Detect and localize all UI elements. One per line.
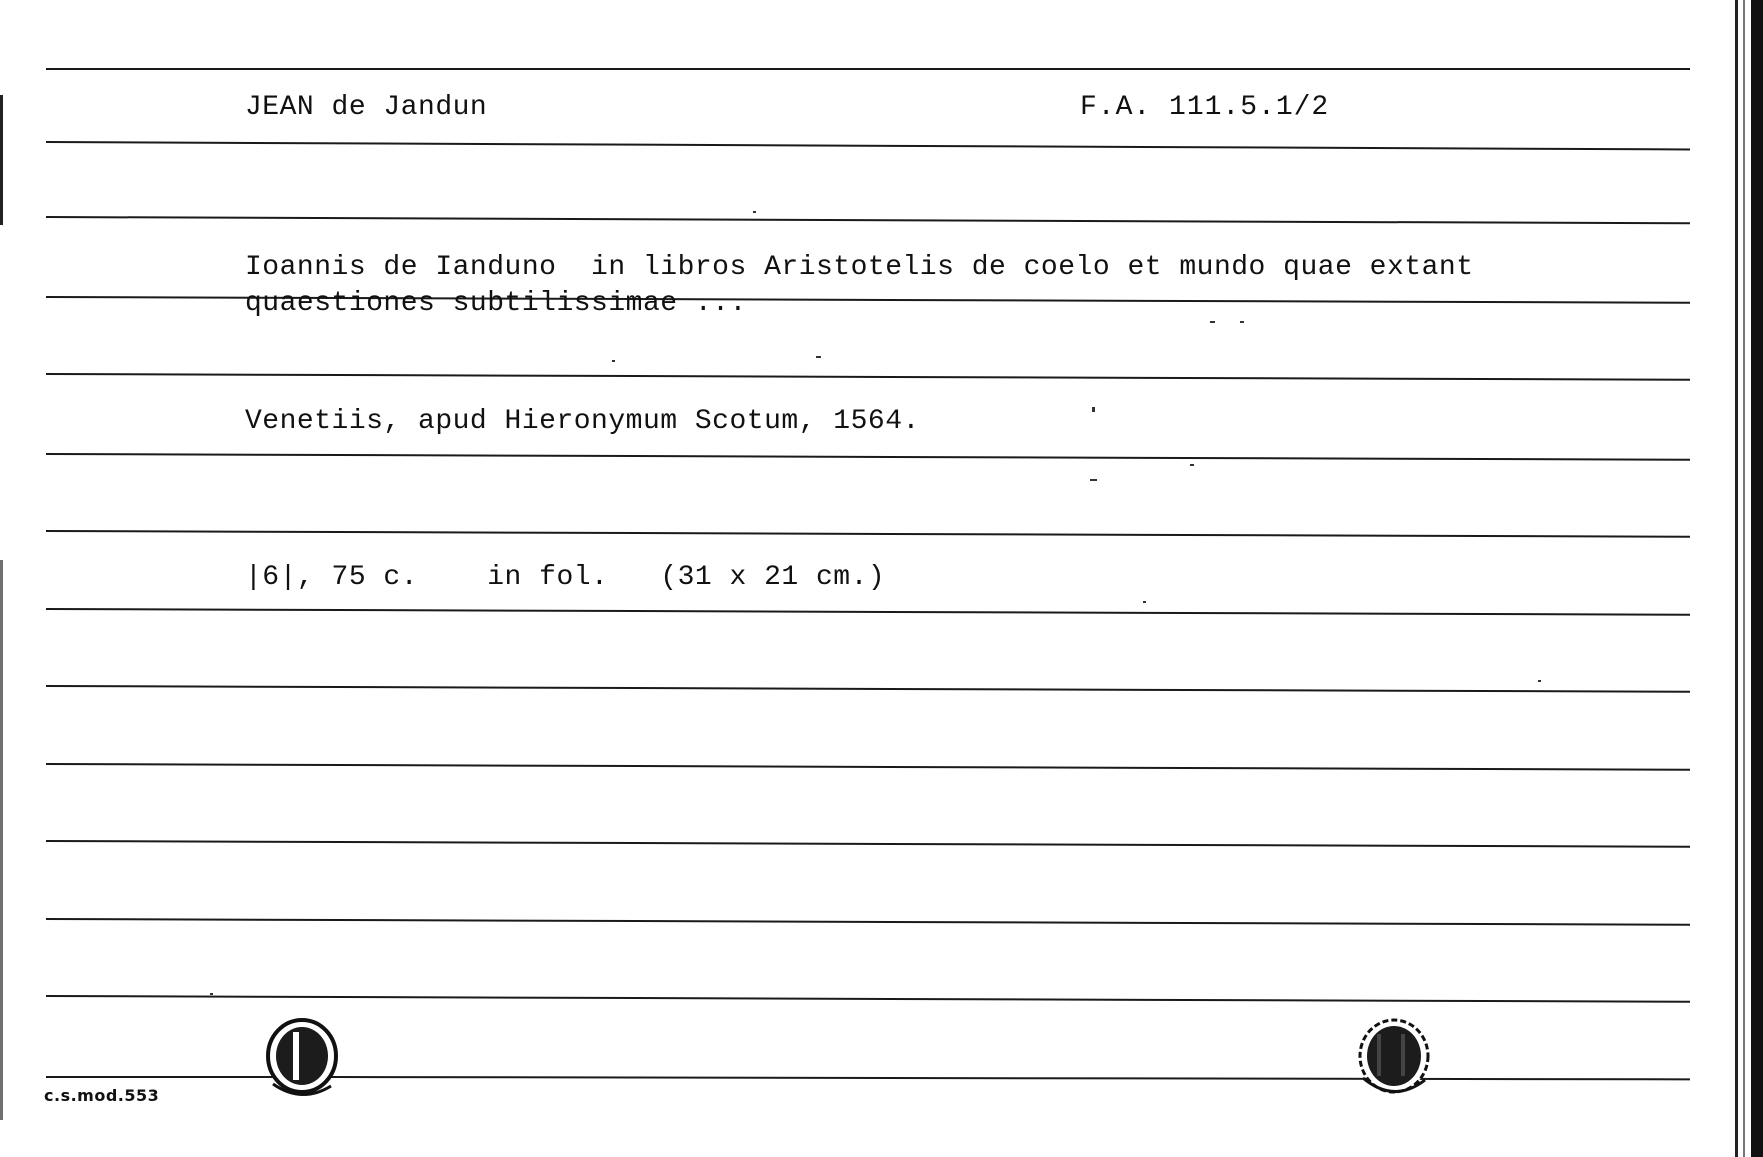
punch-hole-left — [263, 1014, 341, 1102]
ruled-line — [46, 918, 1690, 926]
ruled-line — [46, 453, 1690, 461]
ruled-line — [46, 608, 1690, 616]
collation-line: |6|, 75 c. in fol. (31 x 21 cm.) — [245, 562, 886, 593]
speck — [1210, 321, 1215, 323]
imprint-line: Venetiis, apud Hieronymum Scotum, 1564. — [245, 406, 920, 437]
title-line-1: Ioannis de Ianduno in libros Aristotelis de coelo et mundo quae extant — [245, 252, 1474, 283]
ruled-line — [46, 373, 1690, 381]
speck — [1190, 464, 1194, 466]
speck — [612, 360, 615, 362]
speck — [1090, 479, 1097, 481]
ruled-line — [46, 685, 1690, 693]
shelfmark: F.A. 111.5.1/2 — [1080, 92, 1330, 123]
title-line-2: quaestiones subtilissimae ... — [245, 288, 747, 319]
ruled-line — [46, 840, 1690, 848]
ruled-line — [46, 68, 1690, 70]
speck — [1143, 601, 1146, 603]
ruled-line — [46, 995, 1690, 1003]
ruled-line — [330, 1076, 1690, 1080]
punch-hole-right — [1355, 1012, 1433, 1100]
ruled-line — [46, 763, 1690, 771]
author-heading: JEAN de Jandun — [245, 92, 488, 123]
speck — [210, 993, 213, 995]
ruled-line — [46, 216, 1690, 224]
ruled-line — [46, 530, 1690, 538]
speck — [816, 356, 821, 358]
form-code: c.s.mod.553 — [44, 1086, 160, 1105]
speck — [1240, 321, 1244, 323]
ruled-line — [46, 141, 1690, 150]
speck — [753, 211, 756, 213]
speck — [1538, 680, 1541, 682]
ruled-line — [46, 1076, 286, 1078]
card-left-edge — [0, 0, 4, 1157]
card-right-edge — [1735, 0, 1763, 1157]
speck — [1092, 407, 1095, 412]
